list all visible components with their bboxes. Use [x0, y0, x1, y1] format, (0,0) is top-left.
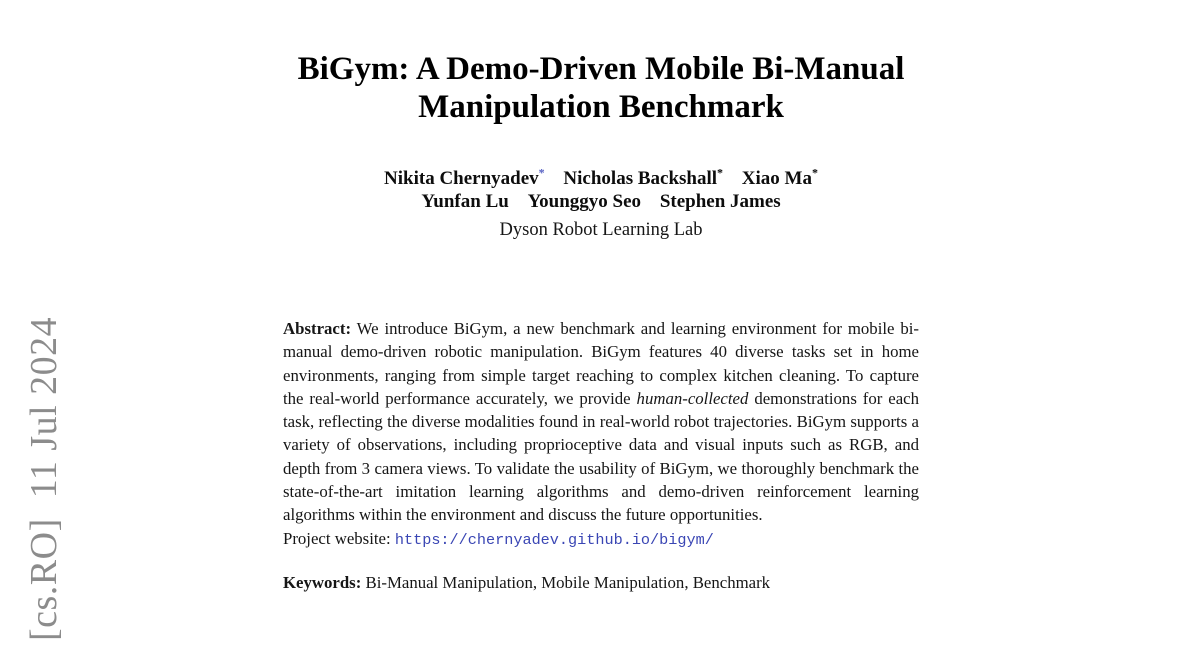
project-website-line [283, 527, 919, 552]
abstract-text-1: We introduce BiGym, a new benchmark and learning environment for mobile bi-manual demo-driven robotic manipulation. BiGym features 40 diverse tasks set in home environments, ranging from simple target reaching to complex kitchen cleaning. To capture the real-world performance accurately, we provide [283, 319, 919, 408]
author-xiao-ma [741, 165, 818, 191]
author-footnote-mark: * [811, 165, 818, 180]
author-name: Nikita Chernyadev [384, 168, 539, 189]
author-younggyo-seo: Younggyo Seo [527, 190, 642, 212]
author-stephen-james: Stephen James [659, 190, 781, 212]
abstract-paragraph [283, 317, 919, 527]
paper-title-line1: BiGym: A Demo-Driven Mobile Bi-Manual [297, 51, 905, 87]
arxiv-category-date-banner: [cs.RO] 11 Jul 2024 [23, 316, 65, 641]
author-name: Xiao Ma [741, 168, 812, 189]
abstract-label: Abstract: [283, 319, 352, 338]
paper-first-page [283, 0, 919, 594]
keywords-text: Bi-Manual Manipulation, Mobile Manipulation, Benchmark [365, 572, 771, 592]
affiliation: Dyson Robot Learning Lab [499, 220, 703, 240]
paper-title [283, 50, 919, 126]
project-website-link[interactable]: https://chernyadev.github.io/bigym/ [394, 530, 714, 549]
author-yunfan-lu: Yunfan Lu [421, 190, 509, 212]
author-row-2 [283, 191, 919, 214]
keywords-label: Keywords: [283, 572, 362, 592]
project-website-label: Project website: [283, 528, 391, 548]
author-footnote-mark: * [717, 165, 724, 180]
abstract-italic-phrase: human-collected [636, 388, 749, 408]
author-name: Nicholas Backshall [563, 168, 718, 189]
author-nicholas-backshall [563, 165, 724, 191]
paper-title-line2: Manipulation Benchmark [418, 89, 784, 125]
author-footnote-mark: * [538, 165, 545, 180]
author-nikita-chernyadev [384, 165, 545, 191]
author-row-1 [283, 165, 919, 191]
keywords-line [283, 571, 919, 594]
author-list [283, 165, 919, 213]
abstract-text-2: demonstrations for each task, reflecting the diverse modalities found in real-world robot trajectories. BiGym supports a variety of observations, including proprioceptive data and visual inputs such as RGB, and depth from 3 camera views. To validate the usability of BiGym, we thoroughly benchmark the state-of-the-art imitation learning algorithms and demo-driven reinforcement learning algorithms within the environment and discuss the future opportunities. [283, 388, 919, 525]
